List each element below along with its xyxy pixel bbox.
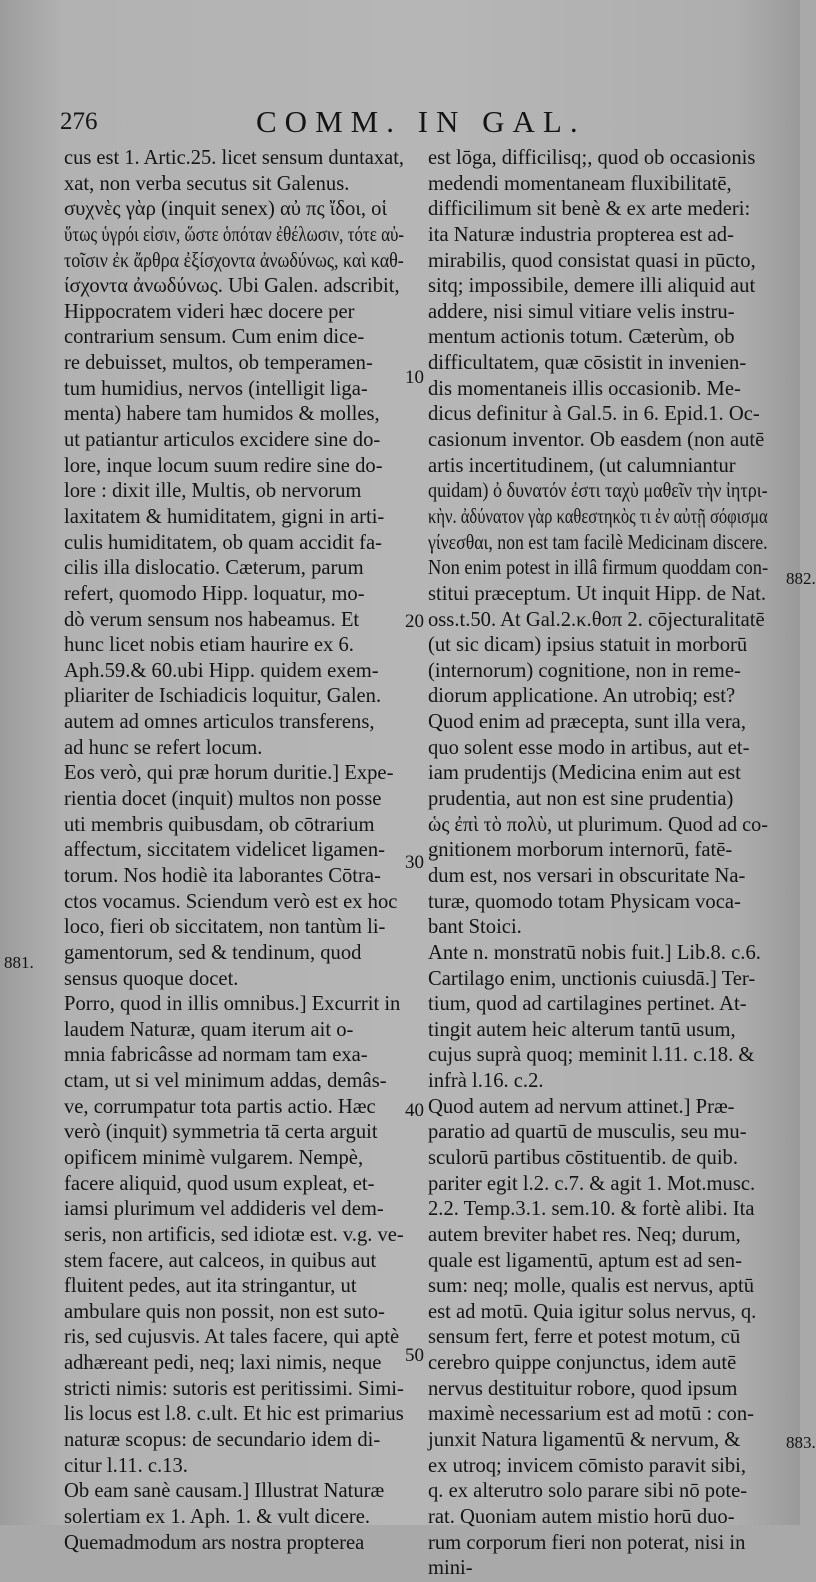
text-line: cerebro quippe conjunctus, idem autē	[428, 1352, 737, 1375]
running-head: COMM. IN GAL.	[256, 104, 586, 139]
text-line: cilis illa dislocatio. Cæterum, parum	[64, 557, 364, 580]
text-line: Non enim potest in illâ firmum quoddam con-	[428, 557, 769, 580]
text-line: gnitionem morborum internorū, fatē-	[428, 839, 733, 862]
text-line: stitui præceptum. Ut inquit Hipp. de Nat.	[428, 582, 767, 605]
text-line: rat. Quoniam autem mistio horū duo-	[428, 1505, 735, 1528]
text-line: refert, quomodo Hipp. loquatur, mo-	[64, 582, 365, 605]
text-line: tium, quod ad cartilagines pertinet. At-	[428, 993, 747, 1016]
text-line: τοῖσιν ἐκ ἄρθρα ἐξίσχοντα ἀνωδύνως, καὶ καθ-	[64, 249, 404, 272]
text-line: re debuisset, multos, ob temperamen-	[64, 352, 373, 375]
text-line: junxit Natura ligamentū & nervum, &	[428, 1429, 741, 1452]
text-line: loco, fieri ob siccitatem, non tantùm li-	[64, 916, 386, 939]
text-line: casionum inventor. Ob easdem (non autē	[428, 429, 765, 452]
text-line: dò verum sensum nos habeamus. Et	[64, 608, 360, 631]
text-line: sensus quoque docet.	[64, 967, 239, 990]
text-line: rientia docet (inquit) multos non posse	[64, 788, 382, 811]
text-line: est lōga, difficilisq;, quod ob occasionis	[428, 147, 756, 169]
text-line: difficultatem, quæ cōsistit in invenien-	[428, 352, 747, 375]
text-line: ὕτως ὑγρόι εἰσιν, ὥστε ὁπόταν ἐθέλωσιν, τότε αὐ-	[64, 223, 405, 246]
text-line: ctos vocamus. Sciendum verò est ex hoc	[64, 890, 398, 913]
text-line: ita Naturæ industria propterea est ad-	[428, 223, 734, 246]
text-line: adhæreant pedi, neq; laxi nimis, neque	[64, 1352, 382, 1375]
text-line: stricti nimis: sutoris est peritissimi. Simi-	[64, 1377, 404, 1400]
text-line: (ut sic dicam) ipsius statuit in morborū	[428, 634, 748, 657]
text-line: tingit autem heic alterum tantū usum,	[428, 1018, 736, 1041]
text-line: iam prudentijs (Medicina enim aut est	[428, 762, 741, 785]
text-line: maximè necessarium est ad motū : con-	[428, 1403, 754, 1426]
text-line: (internorum) cognitione, non in reme-	[428, 659, 741, 682]
text-line: lore : dixit ille, Multis, ob nervorum	[64, 480, 362, 503]
text-line: oss.t.50. At Gal.2.κ.θοπ 2. cōjecturalitatē	[428, 608, 765, 631]
line-number-50: 50	[405, 1345, 424, 1366]
text-line: seris, non artificis, sed idiotæ est. v.g. ve-	[64, 1223, 404, 1246]
text-line: 2.2. Temp.3.1. sem.10. & fortè alibi. Ita	[428, 1198, 755, 1221]
text-line: rum corporum fieri non poterat, nisi in	[428, 1531, 746, 1554]
text-line: torum. Nos hodiè ita laborantes Cōtra-	[64, 864, 381, 887]
text-line: Cartilago enim, unctionis cuiusdā.] Ter-	[428, 967, 756, 990]
margin-ref-right-upper: 882.	[786, 569, 816, 588]
text-line: ὡς ἐπὶ τὸ πολὺ, ut plurimum. Quod ad co-	[428, 813, 768, 836]
text-line: contrarium sensum. Cum enim dice-	[64, 326, 365, 349]
margin-ref-right-lower: 883.	[786, 1433, 816, 1452]
text-line: prudentia, aut non est sine prudentia)	[428, 788, 734, 811]
text-line: pliariter de Ischiadicis loquitur, Galen.	[64, 685, 382, 708]
text-line: laxitatem & humiditatem, gigni in arti-	[64, 505, 385, 528]
text-line: Hippocratem videri hæc docere per	[64, 300, 355, 323]
text-line: facere aliquid, quod usum expleat, et-	[64, 1172, 375, 1195]
text-line: paratio ad quartū de musculis, seu mu-	[428, 1121, 747, 1144]
line-number-20: 20	[405, 611, 424, 632]
text-line: naturæ scopus: de secundario idem di-	[64, 1429, 381, 1452]
text-line: ex utroq; invicem cōmisto paravit sibi,	[428, 1454, 746, 1477]
line-number-10: 10	[405, 367, 424, 388]
text-line: lis locus est l.8. c.ult. Et hic est primarius	[64, 1403, 404, 1426]
text-line: Quemadmodum ars nostra propterea	[64, 1531, 365, 1554]
text-line: iamsi plurimum vel addideris vel dem-	[64, 1198, 384, 1221]
text-line: addere, nisi simul vitiare velis instru-	[428, 300, 735, 323]
text-line: quale est ligamentū, aptum est ad sen-	[428, 1249, 742, 1272]
text-line: gamentorum, sed & tendinum, quod	[64, 941, 362, 964]
line-number-30: 30	[405, 852, 424, 873]
text-line: nervus destituitur robore, quod ipsum	[428, 1377, 738, 1400]
text-line: solertiam ex 1. Aph. 1. & vult dicere.	[64, 1505, 370, 1528]
right-text-column	[428, 146, 768, 1582]
text-line: laudem Naturæ, quam iterum ait o-	[64, 1018, 354, 1041]
text-line: sensum fert, ferre et potest motum, cū	[428, 1326, 741, 1349]
text-line: Eos verò, qui præ horum duritie.] Expe-	[64, 762, 394, 785]
text-line: affectum, siccitatem videlicet ligamen-	[64, 839, 385, 862]
text-line: mini-	[428, 1557, 473, 1580]
text-line: dum est, nos versari in obscuritate Na-	[428, 864, 746, 887]
text-line: est ad motū. Quia igitur solus nervus, q.	[428, 1300, 757, 1323]
text-line: Quod enim ad præcepta, sunt illa vera,	[428, 711, 746, 734]
text-line: bant Stoici.	[428, 916, 522, 939]
text-line: q. ex alterutro solo parare sibi nō pote-	[428, 1480, 748, 1503]
text-line: culis humiditatem, ob quam accidit fa-	[64, 531, 382, 554]
text-line: verò (inquit) symmetria tā certa arguit	[64, 1121, 378, 1144]
text-line: ctam, ut si vel minimum addas, demâs-	[64, 1070, 387, 1093]
text-line: γίνεσθαι, non est tam facilè Medicinam discere.	[428, 531, 768, 554]
text-line: Ante n. monstratū nobis fuit.] Lib.8. c.6.	[428, 941, 761, 964]
text-line: cujus suprà quoq; meminit l.11. c.18. &	[428, 1044, 755, 1067]
text-line: dicus definitur à Gal.5. in 6. Epid.1. Oc-	[428, 403, 760, 426]
text-line: συχνὲς γὰρ (inquit senex) αὐ πς ἴδοι, οἱ	[64, 198, 388, 221]
text-line: Aph.59.& 60.ubi Hipp. quidem exem-	[64, 659, 379, 682]
text-line: ίσχοντα ἀνωδύνως. Ubi Galen. adscribit,	[64, 275, 400, 298]
text-line: ad hunc se refert locum.	[64, 736, 263, 759]
text-line: tum humidius, nervos (intelligit liga-	[64, 377, 368, 400]
text-line: sculorū partibus cōstituentib. de quib.	[428, 1146, 739, 1169]
text-line: κὴν. ἀδύνατον γὰρ καθεστηκὸς τι ἐν αὐτῇ σόφισμα	[428, 505, 768, 528]
text-line: uti membris quibusdam, ob cōtrarium	[64, 813, 375, 836]
text-line: infrà l.16. c.2.	[428, 1070, 544, 1093]
text-line: difficilimum sit benè & ex arte mederi:	[428, 198, 751, 221]
text-line: menta) habere tam humidos & molles,	[64, 403, 380, 426]
text-line: artis incertitudinem, (ut calumniantur	[428, 454, 736, 477]
text-line: autem ad omnes articulos transferens,	[64, 711, 375, 734]
text-line: quidam) ὀ δυνατόν ἐστι ταχὺ μαθεῖν τὴν ἰητρι-	[428, 480, 768, 503]
text-line: autem breviter habet res. Neq; durum,	[428, 1223, 741, 1246]
text-line: mentum actionis totum. Cæterùm, ob	[428, 326, 735, 349]
text-line: Quod autem ad nervum attinet.] Præ-	[428, 1095, 735, 1118]
line-number-40: 40	[405, 1100, 424, 1121]
text-line: lore, inque locum suum redire sine do-	[64, 454, 383, 477]
text-line: cus est 1. Artic.25. licet sensum duntaxat,	[64, 147, 405, 169]
page-header	[60, 104, 780, 144]
text-line: sum: neq; molle, qualis est nervus, aptū	[428, 1275, 755, 1298]
margin-ref-left: 881.	[4, 953, 34, 972]
text-line: turæ, quomodo totam Physicam voca-	[428, 890, 741, 913]
text-line: Porro, quod in illis omnibus.] Excurrit in	[64, 993, 401, 1016]
text-line: pariter egit l.2. c.7. & agit 1. Mot.musc.	[428, 1172, 756, 1195]
text-line: xat, non verba secutus sit Galenus.	[64, 172, 350, 195]
text-line: dis momentaneis illis occasionib. Me-	[428, 377, 741, 400]
text-line: mnia fabricâsse ad normam tam exa-	[64, 1044, 368, 1067]
text-line: Ob eam sanè causam.] Illustrat Naturæ	[64, 1480, 385, 1503]
text-line: quo solent esse modo in artibus, aut et-	[428, 736, 750, 759]
text-line: ut patiantur articulos excidere sine do-	[64, 429, 381, 452]
text-line: sitq; impossibile, demere illi aliquid aut	[428, 275, 756, 298]
text-line: medendi momentaneam fluxibilitatē,	[428, 172, 732, 195]
text-line: citur l.11. c.13.	[64, 1454, 188, 1477]
page-number: 276	[60, 108, 98, 135]
text-line: ambulare quis non possit, non est suto-	[64, 1300, 385, 1323]
text-line: ve, corrumpatur tota partis actio. Hæc	[64, 1095, 376, 1118]
text-line: stem facere, aut calceos, in quibus aut	[64, 1249, 377, 1272]
left-text-column	[64, 146, 404, 1556]
text-line: opificem minimè vulgarem. Nempè,	[64, 1146, 364, 1169]
text-line: diorum applicatione. An utrobiq; est?	[428, 685, 736, 708]
text-line: ris, sed cujusvis. At tales facere, qui aptè	[64, 1326, 400, 1349]
text-line: mirabilis, quod consistat quasi in pūcto,	[428, 249, 756, 272]
text-line: hunc licet nobis etiam haurire ex 6.	[64, 634, 354, 657]
text-line: fluitent pedes, aut ita stringantur, ut	[64, 1275, 357, 1298]
